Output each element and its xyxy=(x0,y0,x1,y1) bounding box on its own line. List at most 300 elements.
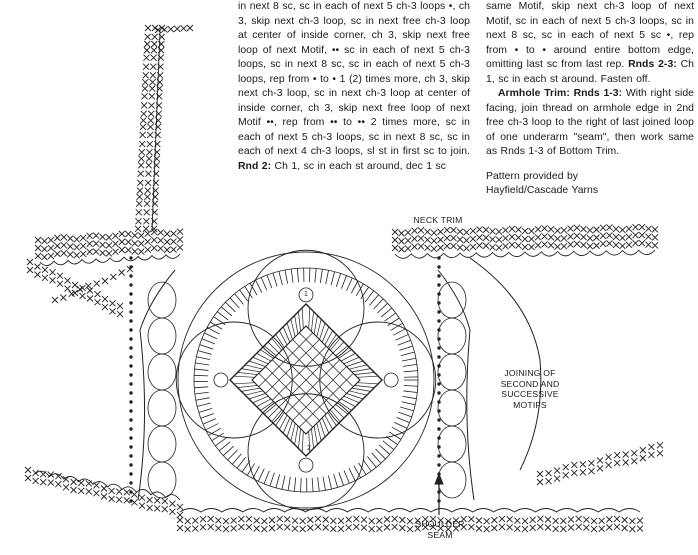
neck-trim-scallops xyxy=(395,250,655,258)
stitch-x-mark xyxy=(330,526,336,532)
seam-dot xyxy=(130,329,132,331)
stitch-x-mark xyxy=(613,242,619,248)
stitch-x-mark xyxy=(438,245,444,251)
stitch-x-mark xyxy=(125,239,131,245)
motif-stitch-post xyxy=(402,402,416,405)
stitch-x-mark xyxy=(657,442,663,448)
seam-dot xyxy=(130,320,132,322)
seam-label-line-2: SEAM xyxy=(427,529,453,540)
stitch-x-mark xyxy=(95,291,101,297)
stitch-x-mark xyxy=(522,228,528,234)
bottom-scallops xyxy=(180,509,640,513)
stitch-x-mark xyxy=(102,304,108,310)
stitch-x-mark xyxy=(151,47,157,53)
stitch-x-mark xyxy=(431,246,437,252)
seam-dot xyxy=(130,311,132,313)
stitch-x-mark xyxy=(613,226,619,232)
stitch-x-mark xyxy=(85,283,91,289)
stitch-x-mark xyxy=(136,209,142,215)
stitch-x-mark xyxy=(571,470,577,476)
stitch-x-mark xyxy=(346,517,352,523)
stitch-x-mark xyxy=(545,524,551,530)
stitch-x-mark xyxy=(399,230,405,236)
stitch-x-mark xyxy=(109,496,115,502)
stitch-x-mark xyxy=(158,245,164,251)
motif-stitch-post xyxy=(312,478,313,492)
instructions-column-right xyxy=(486,0,694,199)
shoulder-seam-label xyxy=(395,519,485,540)
instructions-column-left xyxy=(238,0,470,174)
stitch-x-mark xyxy=(54,235,60,241)
stitch-x-mark xyxy=(607,232,613,238)
side-picot-loop xyxy=(438,354,466,390)
seam-dot xyxy=(438,257,440,259)
stitch-x-mark xyxy=(338,526,344,532)
joining-label-line-3: SUCCESSIVE xyxy=(501,389,559,399)
stitch-x-mark xyxy=(119,247,125,253)
stitch-x-mark xyxy=(418,243,424,249)
stitch-x-mark xyxy=(71,487,77,493)
stitch-x-mark xyxy=(418,235,424,241)
stitch-x-mark xyxy=(509,242,515,248)
stitch-x-mark xyxy=(425,245,431,251)
diamond-stitch-hatch xyxy=(333,407,344,418)
stitch-x-mark xyxy=(142,86,148,92)
stitch-x-mark xyxy=(639,224,645,230)
motif-stitch-post xyxy=(339,472,344,485)
stitch-x-mark xyxy=(438,237,444,243)
stitch-x-mark xyxy=(177,512,183,518)
motif-stitch-post xyxy=(201,414,214,419)
diamond-stitch-hatch xyxy=(314,315,317,334)
motif-stitch-post xyxy=(204,333,217,339)
motif-stitch-post xyxy=(372,453,381,463)
stitch-x-mark xyxy=(171,239,177,245)
stitch-x-mark xyxy=(561,235,567,241)
stitch-x-mark xyxy=(633,232,639,238)
stitch-x-mark xyxy=(102,296,108,302)
stitch-x-mark xyxy=(145,34,151,40)
stitch-x-mark xyxy=(67,244,73,250)
motif-stitch-post xyxy=(381,308,392,317)
stitch-x-mark xyxy=(95,299,101,305)
stitch-x-mark xyxy=(139,503,145,509)
stitch-x-mark xyxy=(140,117,146,123)
stitch-x-mark xyxy=(554,468,560,474)
stitch-x-mark xyxy=(483,243,489,249)
pattern-credit xyxy=(486,170,694,199)
stitch-x-mark xyxy=(516,243,522,249)
motif-stitch-post xyxy=(279,271,282,285)
stitch-x-mark xyxy=(138,241,144,247)
diamond-stitch-hatch xyxy=(234,383,255,384)
center-marker: 2 xyxy=(307,445,311,452)
stitch-x-mark xyxy=(143,226,149,232)
seam-dot xyxy=(438,419,440,421)
side-picot-loop xyxy=(148,462,176,498)
motif-stitch-post xyxy=(210,322,222,329)
motif-stitch-post xyxy=(256,280,262,292)
motif-stitch-post xyxy=(247,463,254,475)
motif-stitch-post xyxy=(365,291,373,302)
diamond-stitch-hatch xyxy=(298,429,300,449)
motif-stitch-post xyxy=(206,424,219,430)
stitch-x-mark xyxy=(637,526,643,532)
stitch-x-mark xyxy=(631,450,637,456)
stitch-x-mark xyxy=(315,524,321,530)
diamond-stitch-hatch xyxy=(291,319,295,337)
corner-chain-loop xyxy=(214,373,228,387)
motif-stitch-post xyxy=(323,477,325,491)
stitch-x-mark xyxy=(315,516,321,522)
stitch-x-mark xyxy=(125,247,131,253)
stitch-x-mark xyxy=(516,235,522,241)
motif-stitch-post xyxy=(285,270,288,284)
seam-dot xyxy=(438,311,440,313)
seam-dot xyxy=(438,455,440,457)
motif-stitch-post xyxy=(334,474,338,487)
diamond-stitch-hatch xyxy=(245,365,263,369)
stitch-x-mark xyxy=(277,516,283,522)
stitch-x-mark xyxy=(80,293,86,299)
stitch-x-mark xyxy=(470,236,476,242)
stitch-x-mark xyxy=(42,275,48,281)
motif-stitch-post xyxy=(195,392,209,394)
stitch-x-mark xyxy=(412,244,418,250)
stitch-x-mark xyxy=(185,518,191,524)
stitch-x-mark xyxy=(145,180,151,186)
stitch-x-mark xyxy=(100,242,106,248)
motif-stitch-post xyxy=(202,339,215,344)
stitch-x-mark xyxy=(477,226,483,232)
stitch-x-mark xyxy=(138,156,144,162)
motif-stitch-post xyxy=(346,278,352,291)
stitch-x-mark xyxy=(646,234,652,240)
stitch-x-mark xyxy=(192,526,198,532)
stitch-x-mark xyxy=(65,278,71,284)
stitch-x-mark xyxy=(623,460,629,466)
seam-dot xyxy=(130,455,132,457)
stitch-x-mark xyxy=(457,237,463,243)
motif-stitch-post xyxy=(195,363,209,365)
motif-stitch-post xyxy=(196,357,210,360)
stitch-x-mark xyxy=(269,517,275,523)
stitch-x-mark xyxy=(444,227,450,233)
stitch-x-mark xyxy=(646,226,652,232)
stitch-x-mark xyxy=(477,242,483,248)
motif-stitch-post xyxy=(253,466,260,478)
stitch-x-mark xyxy=(147,132,153,138)
motif-stitch-post xyxy=(398,340,411,345)
stitch-x-mark xyxy=(509,226,515,232)
stitch-x-mark xyxy=(555,244,561,250)
stitch-x-mark xyxy=(25,475,31,481)
motif-stitch-post xyxy=(403,364,417,366)
stitch-x-mark xyxy=(464,245,470,251)
diamond-stitch-hatch xyxy=(355,372,375,374)
diamond-stitch-hatch xyxy=(355,385,375,387)
stitch-x-mark xyxy=(71,479,77,485)
stitch-x-mark xyxy=(181,25,187,31)
stitch-x-mark xyxy=(171,231,177,237)
stitch-x-mark xyxy=(640,447,646,453)
stitch-x-mark xyxy=(48,245,54,251)
stitch-x-mark xyxy=(164,239,170,245)
stitch-x-mark xyxy=(35,237,41,243)
stitch-x-mark xyxy=(74,252,80,258)
diamond-stitch-hatch xyxy=(302,308,303,329)
stitch-x-mark xyxy=(284,524,290,530)
stitch-x-mark xyxy=(361,525,367,531)
stitch-x-mark xyxy=(87,296,93,302)
stitch-x-mark xyxy=(633,224,639,230)
stitch-x-mark xyxy=(376,518,382,524)
seam-dot xyxy=(130,401,132,403)
stitch-x-mark xyxy=(323,524,329,530)
stitch-x-mark xyxy=(171,247,177,253)
stitch-x-mark xyxy=(535,226,541,232)
motif-stitch-post xyxy=(403,391,417,393)
motif-stitch-post xyxy=(200,345,213,349)
stitch-x-mark xyxy=(626,226,632,232)
seam-dot xyxy=(130,446,132,448)
stitch-x-mark xyxy=(124,489,130,495)
stitch-x-mark xyxy=(48,237,54,243)
stitch-x-mark xyxy=(597,457,603,463)
stitch-x-mark xyxy=(548,242,554,248)
motif-stitch-post xyxy=(223,446,233,455)
stitch-x-mark xyxy=(516,227,522,233)
stitch-x-mark xyxy=(496,237,502,243)
diamond-stitch-hatch xyxy=(349,365,367,369)
stitch-x-mark xyxy=(594,243,600,249)
stitch-x-mark xyxy=(246,516,252,522)
stitch-x-mark xyxy=(399,246,405,252)
stitch-x-mark xyxy=(27,259,33,265)
stitch-x-mark xyxy=(514,526,520,532)
stitch-x-mark xyxy=(54,251,60,257)
stitch-x-mark xyxy=(568,525,574,531)
seam-label-line-1: SHOULDER xyxy=(415,519,465,529)
stitch-x-mark xyxy=(139,495,145,501)
seam-dot xyxy=(130,428,132,430)
stitch-x-mark xyxy=(457,229,463,235)
stitch-x-mark xyxy=(529,228,535,234)
credit-line-2: Hayfield/Cascade Yarns xyxy=(486,185,599,196)
motif-stitch-post xyxy=(376,449,386,459)
stitch-x-mark xyxy=(629,518,635,524)
stitch-x-mark xyxy=(529,236,535,242)
stitch-x-mark xyxy=(35,253,41,259)
motif-stitch-post xyxy=(400,407,413,411)
stitch-x-mark xyxy=(145,188,151,194)
stitch-x-mark xyxy=(503,243,509,249)
stitch-x-mark xyxy=(555,228,561,234)
stitch-x-mark xyxy=(35,272,41,278)
stitch-x-mark xyxy=(117,303,123,309)
stitch-x-mark xyxy=(277,524,283,530)
stitch-x-mark xyxy=(353,516,359,522)
stitch-x-mark xyxy=(148,124,154,130)
motif-stitch-post xyxy=(370,295,379,306)
stitch-x-mark xyxy=(620,227,626,233)
stitch-x-mark xyxy=(614,452,620,458)
stitch-x-mark xyxy=(470,228,476,234)
stitch-x-mark xyxy=(553,518,559,524)
stitch-x-mark xyxy=(307,517,313,523)
stitch-x-mark xyxy=(102,278,108,284)
stitch-x-mark xyxy=(431,238,437,244)
stitch-x-mark xyxy=(652,226,658,232)
stitch-x-mark xyxy=(150,64,156,70)
joining-motifs-label xyxy=(475,368,585,410)
stitch-x-mark xyxy=(77,286,83,292)
seam-dot xyxy=(438,464,440,466)
stitch-x-mark xyxy=(606,462,612,468)
stitch-x-mark xyxy=(164,247,170,253)
stitch-x-mark xyxy=(392,237,398,243)
stitch-x-mark xyxy=(537,516,543,522)
stitch-x-mark xyxy=(545,516,551,522)
stitch-x-mark xyxy=(169,501,175,507)
seam-dot xyxy=(130,266,132,268)
joining-label-line-1: JOINING OF xyxy=(504,368,556,378)
stitch-x-mark xyxy=(496,229,502,235)
stitch-x-mark xyxy=(135,226,141,232)
seam-dot xyxy=(130,410,132,412)
stitch-x-mark xyxy=(144,41,150,47)
seam-dot xyxy=(130,356,132,358)
motif-stitch-post xyxy=(331,272,335,286)
stitch-x-mark xyxy=(369,526,375,532)
stitch-x-mark xyxy=(284,516,290,522)
right-text-2: Ch 1, sc in each st around. Fasten off. xyxy=(486,59,694,85)
diamond-stitch-hatch xyxy=(309,308,310,329)
stitch-x-mark xyxy=(138,249,144,255)
stitch-x-mark xyxy=(93,249,99,255)
motif-stitch-post xyxy=(397,417,410,422)
stitch-x-mark xyxy=(330,518,336,524)
stitch-x-mark xyxy=(560,526,566,532)
motif-stitch-post xyxy=(363,460,371,471)
stitch-x-mark xyxy=(106,242,112,248)
stitch-x-mark xyxy=(522,526,528,532)
stitch-x-mark xyxy=(55,481,61,487)
stitch-x-mark xyxy=(537,524,543,530)
stitch-x-mark xyxy=(613,234,619,240)
motif-stitch-post xyxy=(291,269,293,283)
seam-dot xyxy=(130,365,132,367)
motif-stitch-post xyxy=(386,436,397,444)
diamond-stitch-hatch xyxy=(352,388,371,391)
stitch-x-mark xyxy=(42,267,48,273)
stitch-x-mark xyxy=(574,241,580,247)
diamond-stitch-hatch xyxy=(357,383,378,384)
motif-stitch-post xyxy=(294,477,295,491)
motif-stitch-post xyxy=(217,312,228,321)
stitch-x-mark xyxy=(451,235,457,241)
stitch-x-mark xyxy=(425,229,431,235)
stitch-x-mark xyxy=(399,238,405,244)
stitch-x-mark xyxy=(622,525,628,531)
motif-stitch-post xyxy=(354,466,361,478)
motif-stitch-post xyxy=(267,275,272,288)
seam-dot xyxy=(130,464,132,466)
motif-stitch-post xyxy=(344,470,349,483)
motif-stitch-post xyxy=(235,294,244,305)
seam-dot xyxy=(130,437,132,439)
motif-stitch-post xyxy=(195,369,209,370)
stitch-x-mark xyxy=(63,484,69,490)
motif-stitch-post xyxy=(297,268,298,282)
stitch-x-mark xyxy=(483,235,489,241)
stitch-x-mark xyxy=(507,524,513,530)
side-picot-loop xyxy=(438,390,466,426)
stitch-x-mark xyxy=(41,254,47,260)
stitch-x-mark xyxy=(623,452,629,458)
motif-stitch-post xyxy=(328,475,331,489)
motif-stitch-post xyxy=(383,441,394,450)
stitch-x-mark xyxy=(80,243,86,249)
credit-line-1: Pattern provided by xyxy=(486,170,579,182)
motif-stitch-post xyxy=(282,476,285,490)
stitch-x-mark xyxy=(145,247,151,253)
motif-stitch-post xyxy=(393,329,405,335)
stitch-x-mark xyxy=(581,226,587,232)
stitch-x-mark xyxy=(144,201,150,207)
stitch-x-mark xyxy=(568,226,574,232)
motif-stitch-post xyxy=(377,303,387,313)
stitch-x-mark xyxy=(548,226,554,232)
left-text-1: in next 8 sc, sc in each of next 5 ch-3 loops •, ch 3, skip next ch-3 loop, sc in next free ch-3 loop at center of inside corner, ch 3, skip next free loop of next Motif, •• sc in each of next 5 ch-3 loops, sc in next 8 sc, sc in each of next 5 ch-3 loops, rep from • to • 1 (2) times more, ch 3, skip next ch-3 loop, sc in next ch-3 loop at center of inside corner, ch 3, skip next free loop of next Motif ••, rep from •• to •• 2 times more, sc in each of next 5 ch-3 loops, sc in next 8 sc, sc in each of next 4 ch-3 loops, sl st in first sc to join. xyxy=(238,1,470,157)
stitch-x-mark xyxy=(238,524,244,530)
stitch-x-mark xyxy=(580,461,586,467)
seam-dot xyxy=(438,383,440,385)
joining-label-line-4: MOTIFS xyxy=(513,399,547,410)
stitch-x-mark xyxy=(215,525,221,531)
rnds-2-3-heading: Rnds 2-3: xyxy=(628,59,677,70)
stitch-x-mark xyxy=(151,41,157,47)
diamond-stitch-hatch xyxy=(302,431,303,452)
seam-dot xyxy=(130,392,132,394)
stitch-x-mark xyxy=(33,478,39,484)
stitch-x-mark xyxy=(600,233,606,239)
stitch-x-mark xyxy=(629,526,635,532)
stitch-x-mark xyxy=(65,286,71,292)
stitch-x-mark xyxy=(581,242,587,248)
seam-dot xyxy=(438,347,440,349)
diamond-stitch-hatch xyxy=(311,429,313,449)
stitch-x-mark xyxy=(106,250,112,256)
stitch-x-mark xyxy=(657,450,663,456)
seam-dot xyxy=(130,374,132,376)
stitch-x-mark xyxy=(137,180,143,186)
stitch-x-mark xyxy=(648,444,654,450)
stitch-x-mark xyxy=(594,227,600,233)
motif-stitch-post xyxy=(230,298,240,308)
stitch-x-mark xyxy=(574,233,580,239)
stitch-x-mark xyxy=(139,149,145,155)
stitch-x-mark xyxy=(607,240,613,246)
stitch-x-mark xyxy=(568,234,574,240)
stitch-x-mark xyxy=(72,282,78,288)
stitch-x-mark xyxy=(192,518,198,524)
stitch-x-mark xyxy=(93,490,99,496)
stitch-x-mark xyxy=(67,236,73,242)
motif-stitch-post xyxy=(198,351,212,355)
motif-stitch-post xyxy=(341,276,346,289)
diamond-stitch-hatch xyxy=(295,426,298,445)
